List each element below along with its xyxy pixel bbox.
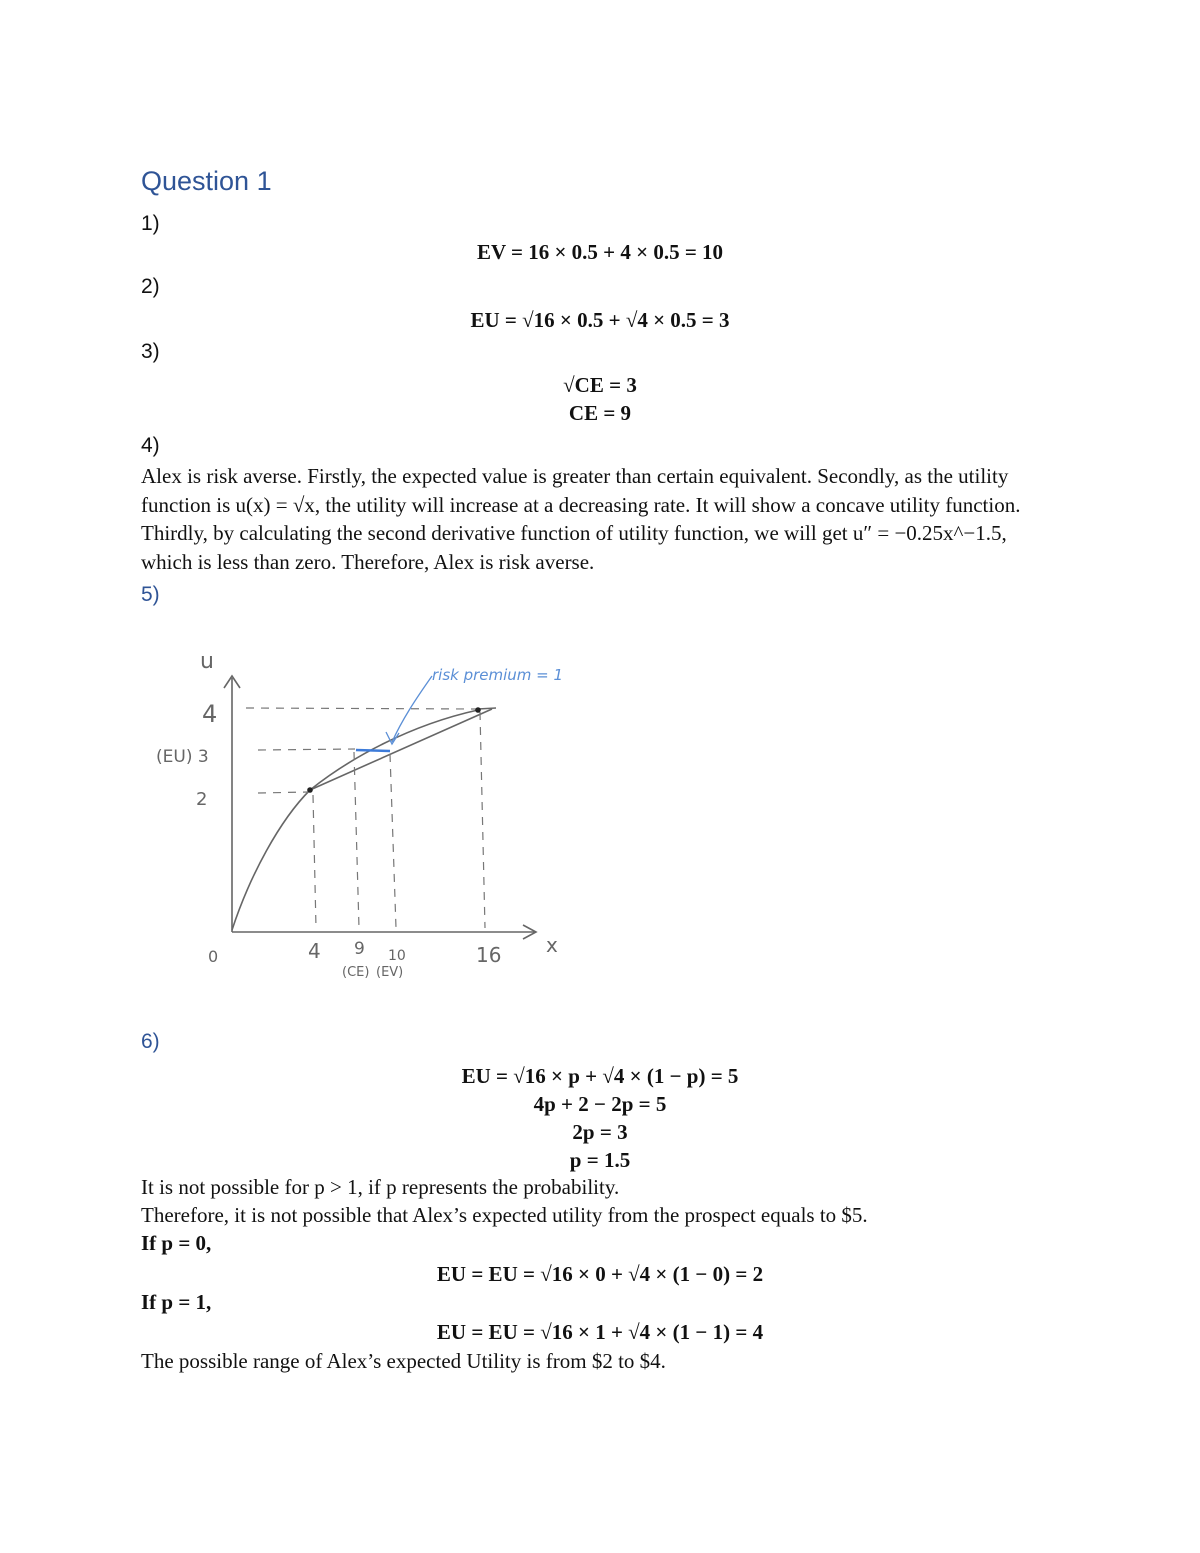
part-3-number: 3) [141,340,160,363]
origin-label: 0 [208,947,219,966]
case-p0: If p = 0, [141,1231,212,1255]
part-5-number: 5) [141,583,160,606]
ce-equation-1: √CE = 3 [563,373,637,397]
y-tick-4: 4 [202,700,218,728]
part-2-number: 2) [141,275,160,298]
p-equation-2: 4p + 2 − 2p = 5 [533,1092,667,1116]
utility-curve [232,710,478,930]
x-tick-9: 9 [354,939,365,959]
part-1-number: 1) [141,212,160,235]
risk-aversion-explanation: Alex is risk averse. Firstly, the expected value is greater than certain equivalent. Secondly, as the utility function is u(x) = √x, the utility will increase at a decreasing rate. It will show a concave utility function. Thirdly, by calculating the second derivative function of utility function, we will get u″ = −0.25x^−1.5, which is less than zero. Therefore, Alex is risk averse. [141,464,1021,574]
probability-note: It is not possible for p > 1, if p represents the probability. [141,1175,620,1199]
y-axis-label: u [200,649,214,674]
x-tick-4: 4 [308,939,321,963]
y-tick-3: (EU) 3 [156,747,209,767]
x-sub-ev: (EV) [376,965,404,980]
range-conclusion: The possible range of Alex’s expected Utility is from $2 to $4. [141,1349,666,1373]
point-4-2 [307,787,313,793]
point-16-4 [475,707,481,713]
part-4-number: 4) [141,434,160,457]
p-equation-3: 2p = 3 [572,1120,628,1144]
risk-premium-annotation: risk premium = 1 [432,666,564,684]
x-tick-16: 16 [476,943,502,967]
y-tick-2: 2 [196,789,208,810]
top-tail [478,708,496,709]
eu-equation: EU = √16 × 0.5 + √4 × 0.5 = 3 [470,308,730,332]
p-equation-4: p = 1.5 [569,1148,631,1172]
ce-equation-2: CE = 9 [568,401,632,425]
question-heading: Question 1 [141,166,272,196]
case-p1: If p = 1, [141,1290,212,1314]
p-equation-1: EU = √16 × p + √4 × (1 − p) = 5 [461,1064,739,1088]
ev-equation: EV = 16 × 0.5 + 4 × 0.5 = 10 [476,240,724,264]
x-axis-label: x [546,933,558,957]
x-sub-ce: (CE) [342,965,370,980]
part-6-number: 6) [141,1030,160,1053]
utility-curve-sketch [140,630,600,1000]
risk-premium-marker [356,750,390,751]
eu-p0-equation: EU = EU = √16 × 0 + √4 × (1 − 0) = 2 [436,1262,764,1286]
conclusion-line: Therefore, it is not possible that Alex’s expected utility from the prospect equals to $5. [141,1203,868,1227]
x-tick-10: 10 [388,948,406,964]
eu-p1-equation: EU = EU = √16 × 1 + √4 × (1 − 1) = 4 [436,1320,764,1344]
